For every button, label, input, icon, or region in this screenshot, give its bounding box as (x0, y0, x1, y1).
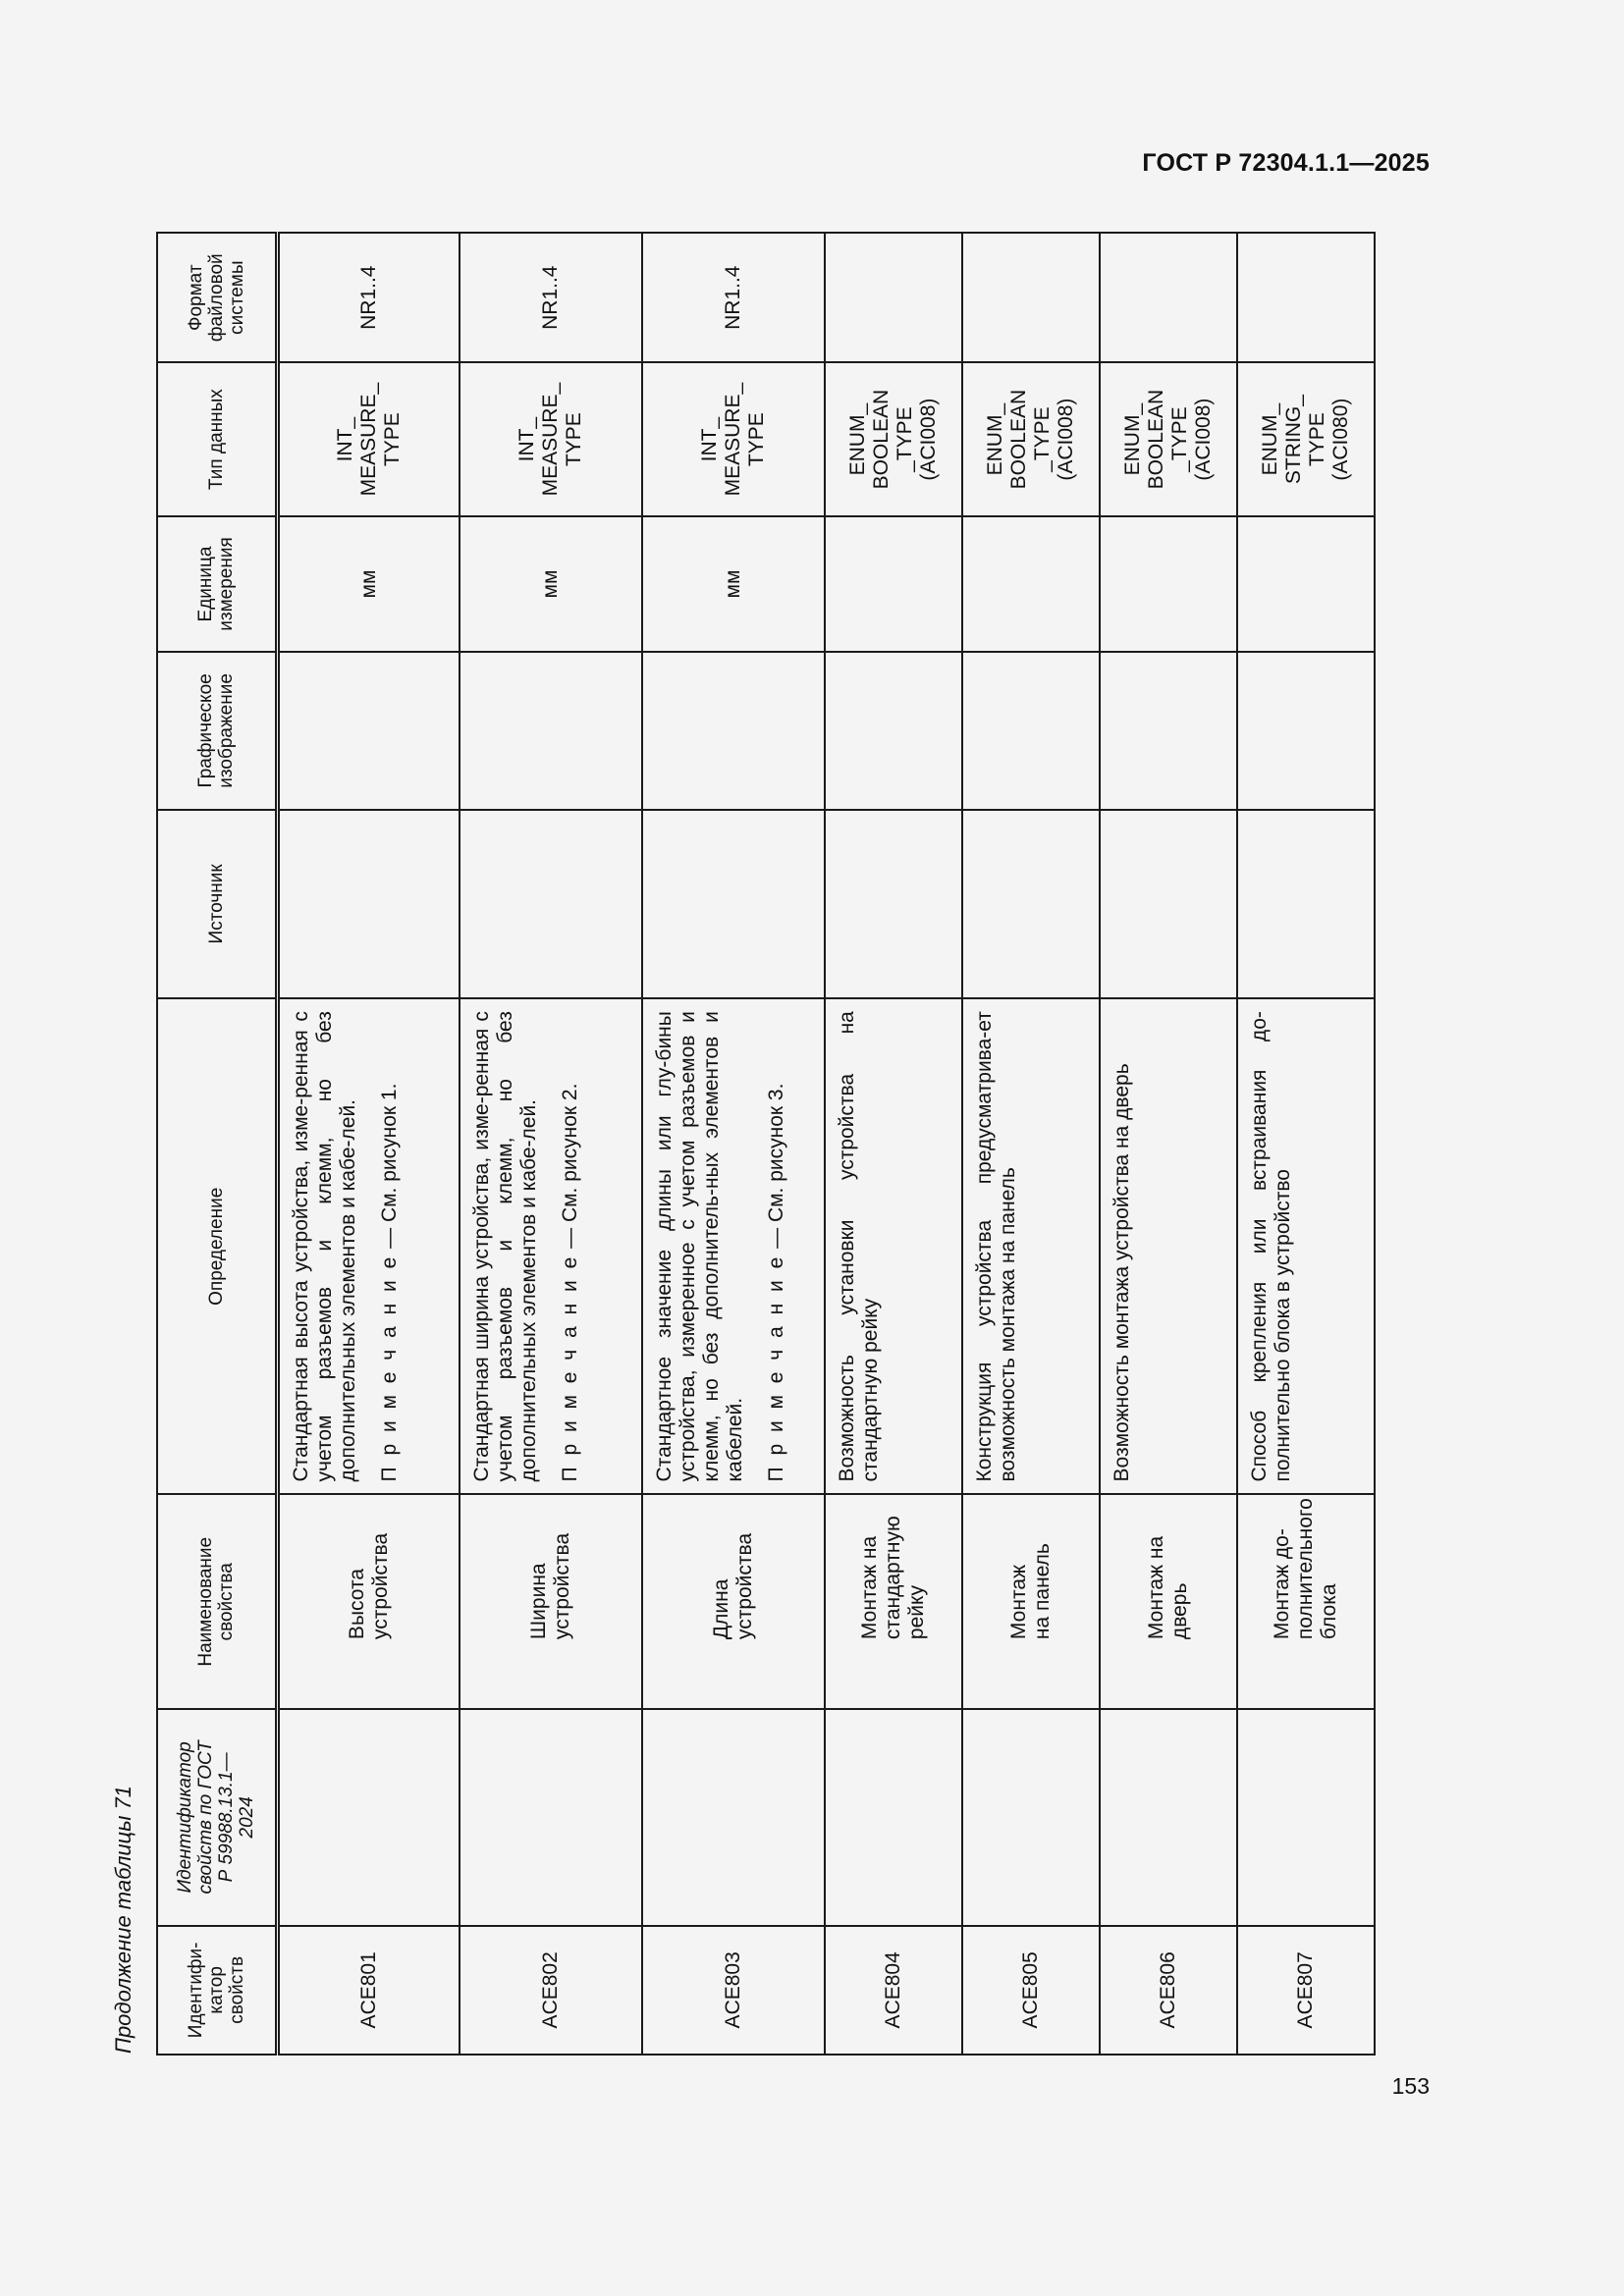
cell-property-name: Высота устройства (277, 1494, 460, 1709)
cell-property-id: ACE802 (460, 1926, 642, 2055)
cell-definition (642, 998, 825, 1494)
cell-definition (460, 998, 642, 1494)
table-row (460, 233, 642, 2055)
header-data-type: Тип данных (157, 362, 277, 515)
cell-property-name: Монтаж на панель (962, 1494, 1100, 1709)
cell-gost-id (825, 1709, 962, 1926)
cell-property-id: ACE803 (642, 1926, 825, 2055)
cell-source (460, 810, 642, 999)
cell-graphic (1100, 652, 1237, 809)
table-row (277, 233, 460, 2055)
header-unit: Единица измерения (157, 516, 277, 652)
cell-source (962, 810, 1100, 999)
definition-text: Стандартная высота устройства, изме-ренная с учетом разъемов и клемм, но без дополнительных элементов и кабе-лей. (289, 1011, 359, 1482)
cell-source (277, 810, 460, 999)
cell-data-type: ENUM_ BOOLEAN _TYPE (ACI008) (825, 362, 962, 515)
cell-source (825, 810, 962, 999)
cell-format (962, 233, 1100, 362)
cell-source (1237, 810, 1375, 999)
cell-definition (962, 998, 1100, 1494)
table-caption: Продолжение таблицы 71 (111, 1786, 135, 2054)
cell-gost-id (277, 1709, 460, 1926)
cell-unit (1237, 516, 1375, 652)
cell-graphic (1237, 652, 1375, 809)
cell-data-type: ENUM_ BOOLEAN _TYPE (ACI008) (962, 362, 1100, 515)
header-gost-id: Идентификатор свойств по ГОСТ Р 59988.13.1— 2024 (157, 1709, 277, 1926)
properties-table (156, 232, 1376, 2056)
cell-definition (1100, 998, 1237, 1494)
definition-note (378, 1011, 402, 1481)
cell-source (1100, 810, 1237, 999)
cell-graphic (825, 652, 962, 809)
definition-text: Конструкция устройства предусматрива-ет возможность монтажа на панель (973, 1011, 1019, 1482)
cell-gost-id (962, 1709, 1100, 1926)
cell-gost-id (1100, 1709, 1237, 1926)
table-header-row (157, 233, 277, 2055)
cell-definition (825, 998, 962, 1494)
table-row (1100, 233, 1237, 2055)
definition-text: Стандартное значение длины или глу-бины устройства, измеренное с учетом разъемов и клемм, но без дополнитель-ных элементов и кабелей. (653, 1011, 746, 1482)
cell-unit: мм (460, 516, 642, 652)
header-source: Источник (157, 810, 277, 999)
cell-unit (962, 516, 1100, 652)
cell-gost-id (460, 1709, 642, 1926)
cell-data-type: INT_ MEASURE_ TYPE (460, 362, 642, 515)
note-text: — См. рисунок 2. (559, 1083, 581, 1255)
note-label: П р и м е ч а н и е (559, 1254, 581, 1482)
note-label: П р и м е ч а н и е (377, 1254, 401, 1482)
cell-format (825, 233, 962, 362)
cell-format: NR1..4 (460, 233, 642, 362)
cell-property-id: ACE806 (1100, 1926, 1237, 2055)
cell-format (1237, 233, 1375, 362)
cell-unit (1100, 516, 1237, 652)
definition-note (765, 1011, 788, 1481)
cell-graphic (962, 652, 1100, 809)
cell-data-type: INT_ MEASURE_ TYPE (277, 362, 460, 515)
page-number: 153 (1391, 2073, 1430, 2099)
cell-property-name: Ширина устройства (460, 1494, 642, 1709)
cell-definition (1237, 998, 1375, 1494)
table-row (825, 233, 962, 2055)
cell-property-name: Монтаж на дверь (1100, 1494, 1237, 1709)
table-body (277, 233, 1375, 2055)
header-format: Формат файловой системы (157, 233, 277, 362)
definition-text: Способ крепления или встраивания до-полнительно блока в устройство (1248, 1011, 1294, 1482)
cell-property-id: ACE807 (1237, 1926, 1375, 2055)
cell-graphic (277, 652, 460, 809)
header-graphic: Графическое изображение (157, 652, 277, 809)
table-row (962, 233, 1100, 2055)
cell-data-type: ENUM_ BOOLEAN _TYPE (ACI008) (1100, 362, 1237, 515)
cell-data-type: INT_ MEASURE_ TYPE (642, 362, 825, 515)
cell-gost-id (1237, 1709, 1375, 1926)
header-name: Наименование свойства (157, 1494, 277, 1709)
table-row (1237, 233, 1375, 2055)
cell-property-id: ACE801 (277, 1926, 460, 2055)
cell-unit: мм (277, 516, 460, 652)
definition-text: Возможность установки устройства на стандартную рейку (836, 1011, 882, 1482)
cell-unit: мм (642, 516, 825, 652)
definition-text: Стандартная ширина устройства, изме-ренная с учетом разъемов и клемм, но без дополнительных элементов и кабе-лей. (470, 1011, 540, 1482)
table-row (642, 233, 825, 2055)
cell-format (1100, 233, 1237, 362)
cell-gost-id (642, 1709, 825, 1926)
header-definition: Определение (157, 998, 277, 1494)
note-text: — См. рисунок 1. (377, 1083, 401, 1255)
cell-property-name: Монтаж на стандартную рейку (825, 1494, 962, 1709)
note-text: — См. рисунок 3. (765, 1083, 787, 1255)
note-label: П р и м е ч а н и е (765, 1254, 787, 1482)
header-id: Идентифи- катор свойств (157, 1926, 277, 2055)
definition-note (559, 1011, 582, 1481)
cell-unit (825, 516, 962, 652)
cell-format: NR1..4 (277, 233, 460, 362)
definition-text: Возможность монтажа устройства на дверь (1110, 1063, 1133, 1482)
cell-graphic (642, 652, 825, 809)
cell-property-id: ACE805 (962, 1926, 1100, 2055)
cell-data-type: ENUM_ STRING_ TYPE (ACI080) (1237, 362, 1375, 515)
cell-property-name: Монтаж до- полнительного блока (1237, 1494, 1375, 1709)
cell-property-name: Длина устройства (642, 1494, 825, 1709)
document-code: ГОСТ Р 72304.1.1—2025 (1142, 149, 1430, 177)
cell-format: NR1..4 (642, 233, 825, 362)
cell-graphic (460, 652, 642, 809)
table-container (156, 232, 1376, 2056)
cell-definition (277, 998, 460, 1494)
cell-property-id: ACE804 (825, 1926, 962, 2055)
cell-source (642, 810, 825, 999)
